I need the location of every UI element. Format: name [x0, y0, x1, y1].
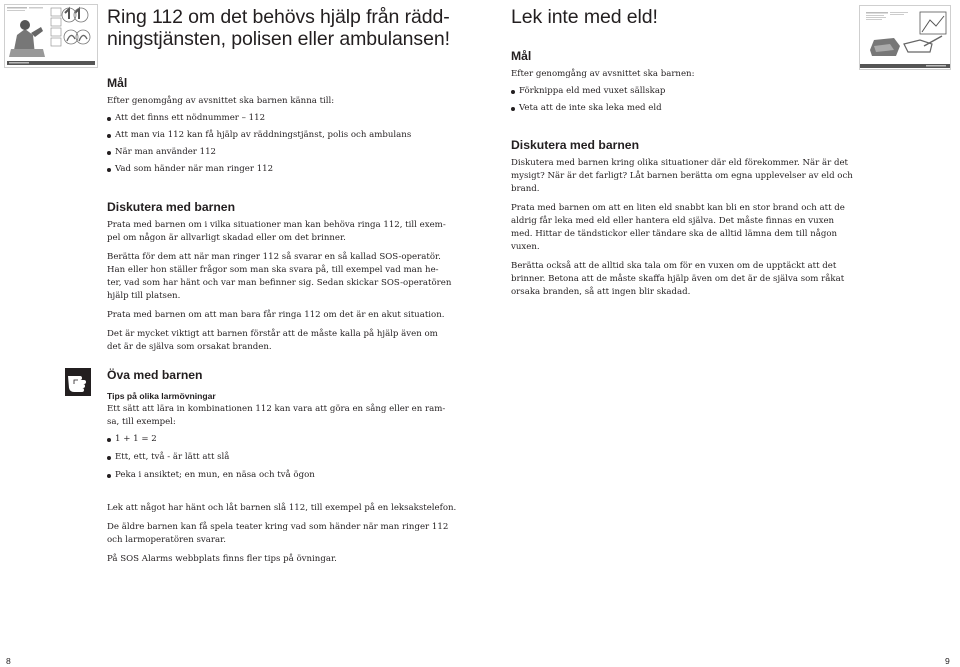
left-practice-paragraph: De äldre barnen kan få spela teater kring vad som händer när man ringer 112 och larmoperatören svarar.	[107, 522, 449, 545]
list-item: Peka i ansiktet; en mun, en näsa och två ögon	[107, 469, 467, 482]
list-item: Vad som händer när man ringer 112	[107, 163, 462, 176]
left-discuss-section	[107, 200, 467, 354]
left-practice-paragraph: På SOS Alarms webbplats finns fler tips på övningar.	[107, 554, 337, 564]
right-goal-list	[511, 85, 856, 115]
book-page-thumbnail-112-art	[5, 5, 97, 67]
list-item: Veta att de inte ska leka med eld	[511, 102, 856, 115]
book-page-thumbnail-fire	[859, 5, 951, 70]
page-number-left: 8	[6, 656, 11, 666]
left-goal-intro: Efter genomgång av avsnittet ska barnen känna till:	[107, 96, 335, 106]
left-goal-section	[107, 76, 462, 176]
left-practice-section	[107, 368, 467, 566]
right-page-title: Lek inte med eld!	[511, 6, 658, 28]
left-discuss-paragraph: Berätta för dem att när man ringer 112 så svarar en så kallad SOS-operatör. Han eller hon ställer frågor som man ska svara på, till exempel vad man he- ter, vad som har hänt och var man befinner sig. Sedan skickar SOS-operatören hjälp till platsen.	[107, 252, 452, 301]
right-discuss-section	[511, 138, 856, 299]
left-practice-intro: Ett sätt att lära in kombinationen 112 kan vara att göra en sång eller en ram- sa, till exempel:	[107, 404, 446, 427]
list-item: Att man via 112 kan få hjälp av räddningstjänst, polis och ambulans	[107, 129, 462, 142]
left-discuss-paragraph: Prata med barnen om att man bara får ringa 112 om det är en akut situation.	[107, 310, 445, 320]
left-discuss-heading: Diskutera med barnen	[107, 200, 236, 214]
book-page-thumbnail-fire-art	[860, 6, 950, 69]
list-item: Ett, ett, två - är lätt att slå	[107, 451, 467, 464]
right-discuss-paragraph: Prata med barnen om att en liten eld snabbt kan bli en stor brand och att de aldrig får leka med eld eller hantera eld själva. Det måste finnas en vuxen med. Hittar de tändstickor eller tändare ska de alltid lämna dem till någon vuxen.	[511, 203, 845, 252]
left-practice-subheading: Tips på olika larmövningar	[107, 391, 216, 401]
page-number-right: 9	[945, 656, 950, 666]
left-practice-list	[107, 433, 467, 482]
right-goal-section	[511, 49, 856, 115]
pointing-hand-icon	[65, 368, 91, 396]
right-goal-intro: Efter genomgång av avsnittet ska barnen:	[511, 69, 695, 79]
left-goal-heading: Mål	[107, 76, 128, 90]
right-discuss-paragraph: Berätta också att de alltid ska tala om för en vuxen om de upptäckt att det brinner. Betona att de måste skaffa hjälp även om det är de själva som råkat orsaka branden, så att ingen blir skadad.	[511, 261, 845, 297]
list-item: Förknippa eld med vuxet sällskap	[511, 85, 856, 98]
list-item: Att det finns ett nödnummer – 112	[107, 112, 462, 125]
right-discuss-heading: Diskutera med barnen	[511, 138, 640, 152]
left-page-title: Ring 112 om det behövs hjälp från rädd- ningstjänsten, polisen eller ambulansen!	[107, 6, 450, 50]
left-goal-list	[107, 112, 462, 176]
list-item: När man använder 112	[107, 146, 462, 159]
left-discuss-paragraph: Det är mycket viktigt att barnen förstår att de måste kalla på hjälp även om det är de själva som orsakat branden.	[107, 329, 438, 352]
book-page-thumbnail-112	[4, 4, 98, 68]
left-practice-heading: Öva med barnen	[107, 368, 203, 382]
right-goal-heading: Mål	[511, 49, 532, 63]
list-item: 1 + 1 = 2	[107, 433, 467, 446]
left-discuss-paragraph: Prata med barnen om i vilka situationer man kan behöva ringa 112, till exem- pel om någon är allvarligt skadad eller om det brinner.	[107, 220, 446, 243]
right-discuss-paragraph: Diskutera med barnen kring olika situationer där eld förekommer. När är det mysigt? När är det farligt? Låt barnen berätta om egna upplevelser av eld och brand.	[511, 158, 853, 194]
left-practice-paragraph: Lek att något har hänt och låt barnen slå 112, till exempel på en leksakstelefon.	[107, 503, 457, 513]
